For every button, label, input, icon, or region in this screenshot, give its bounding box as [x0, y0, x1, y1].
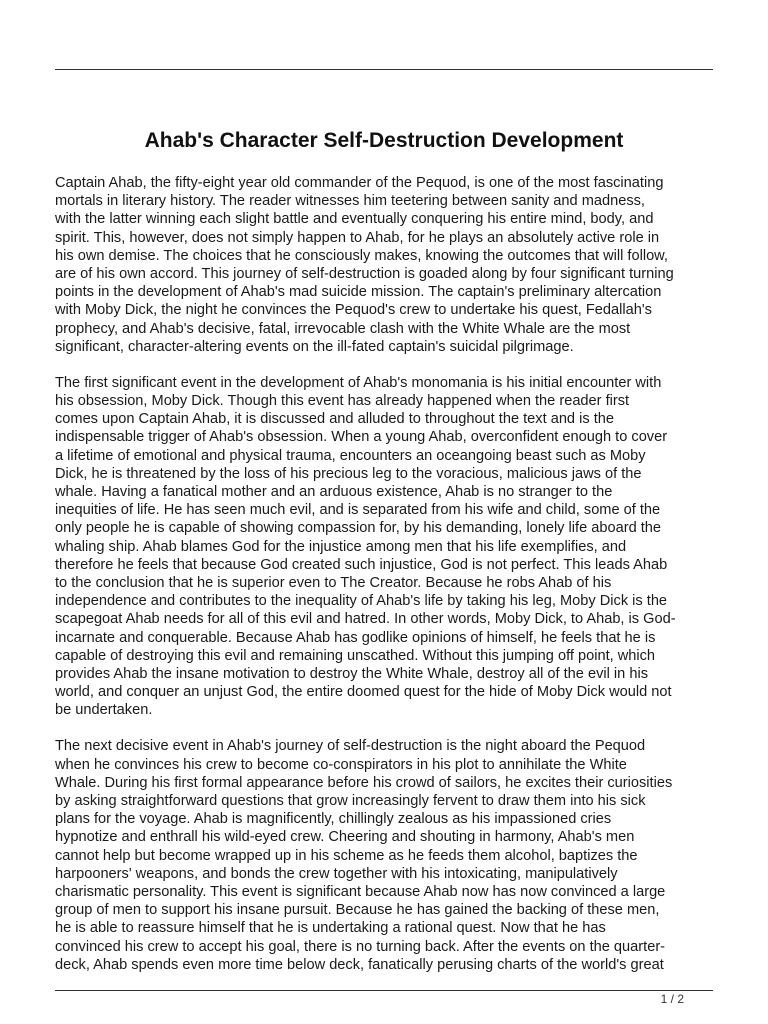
text-line: by asking straightforward questions that grow increasingly fervent to draw them into his sick	[55, 793, 646, 809]
text-line: cannot help but become wrapped up in his scheme as he feeds them alcohol, baptizes the	[55, 847, 638, 864]
text-line: charismatic personality. This event is significant because Ahab now has now convinced a large	[55, 883, 666, 900]
text-line: plans for the voyage. Ahab is magnificently, chillingly zealous as his impassioned cries	[55, 811, 612, 828]
text-line: inequities of life. He has seen much evil, and is separated from his wife and child, some of the	[55, 502, 661, 519]
text-line: therefore he feels that because God created such injustice, God is not perfect. This leads Ahab	[55, 556, 668, 573]
text-line: convinced his crew to accept his goal, there is no turning back. After the events on the quarter-	[55, 938, 666, 955]
paragraph	[55, 374, 719, 720]
text-line: deck, Ahab spends even more time below deck, fanatically perusing charts of the world's great	[55, 956, 664, 973]
text-line: he is able to reassure himself that he is undertaking a rational quest. Now that he has	[55, 920, 606, 937]
text-line: incarnate and conquerable. Because Ahab has godlike opinions of himself, he feels that he is	[55, 629, 656, 646]
text-line: mortals in literary history. The reader witnesses him teetering between sanity and madness,	[55, 193, 645, 210]
text-line: significant, character-altering events on the ill-fated captain's suicidal pilgrimage.	[55, 338, 574, 355]
text-line: comes upon Captain Ahab, it is discussed and alluded to throughout the text and is the	[55, 411, 614, 428]
text-line: prophecy, and Ahab's decisive, fatal, irrevocable clash with the White Whale are the most	[55, 320, 631, 337]
text-line: be undertaken.	[55, 702, 153, 719]
text-line: The next decisive event in Ahab's journey of self-destruction is the night aboard the Pequod	[55, 738, 646, 755]
text-line: only people he is capable of showing compassion for, by his demanding, lonely life aboard the	[55, 520, 662, 537]
text-line: scapegoat Ahab needs for all of this evil and hatred. In other words, Moby Dick, to Ahab, is God-	[55, 611, 676, 628]
document-title: Ahab's Character Self-Destruction Development	[144, 129, 624, 152]
paragraph	[55, 174, 719, 356]
text-line: with Moby Dick, the night he convinces the Pequod's crew to undertake his quest, Fedallah's	[55, 302, 652, 319]
text-line: group of men to support his insane pursuit. Because he has gained the backing of these men,	[55, 902, 660, 919]
text-line: whaling ship. Ahab blames God for the injustice among men that his life exemplifies, and	[55, 538, 627, 555]
text-line: Whale. During his first formal appearance before his crowd of sailors, he excites their curiosities	[55, 774, 673, 791]
text-line: Dick, he is threatened by the loss of his precious leg to the voracious, malicious jaws of the	[55, 465, 642, 482]
text-line: a lifetime of emotional and physical trauma, encounters an oceangoing beast such as Moby	[55, 447, 646, 464]
text-line: hypnotize and enthrall his wild-eyed crew. Cheering and shouting in harmony, Ahab's men	[55, 829, 635, 846]
text-line: The first significant event in the development of Ahab's monomania is his initial encounter with	[55, 374, 662, 391]
text-line: spirit. This, however, does not simply happen to Ahab, for he plays an absolutely active role in	[55, 229, 660, 246]
text-line: independence and contributes to the inequality of Ahab's life by taking his leg, Moby Dick is the	[55, 593, 668, 610]
text-line: his obsession, Moby Dick. Though this event has already happened when the reader first	[55, 393, 630, 410]
text-line: indispensable trigger of Ahab's obsession. When a young Ahab, overconfident enough to cover	[55, 429, 668, 446]
text-line: harpooners' weapons, and bonds the crew together with his intoxicating, manipulatively	[55, 865, 618, 882]
text-line: points in the development of Ahab's mad suicide mission. The captain's preliminary altercation	[55, 284, 662, 301]
document-body	[55, 174, 719, 992]
text-line: Captain Ahab, the fifty-eight year old commander of the Pequod, is one of the most fascinating	[55, 175, 664, 191]
text-line: with the latter winning each slight battle and eventually conquering his entire mind, body, and	[55, 211, 654, 228]
text-line: capable of destroying this evil and remaining unscathed. Without this jumping off point, which	[55, 647, 656, 664]
text-line: when he convinces his crew to become co-conspirators in his plot to annihilate the White	[55, 756, 627, 773]
text-line: to the conclusion that he is superior even to The Creator. Because he robs Ahab of his	[55, 574, 612, 591]
text-line: are of his own accord. This journey of self-destruction is goaded along by four significant turning	[55, 265, 674, 282]
text-line: world, and conquer an unjust God, the entire doomed quest for the hide of Moby Dick would not	[55, 684, 672, 701]
header-divider	[55, 69, 713, 70]
paragraph	[55, 737, 719, 973]
footer-divider	[55, 990, 713, 991]
text-line: provides Ahab the insane motivation to destroy the White Whale, destroy all of the evil in his	[55, 665, 648, 682]
page-number: 1 / 2	[660, 992, 684, 1006]
text-line: whale. Having a fanatical mother and an arduous existence, Ahab is no stranger to the	[55, 484, 613, 500]
text-line: his own demise. The choices that he consciously makes, knowing the outcomes that will follow,	[55, 247, 668, 264]
